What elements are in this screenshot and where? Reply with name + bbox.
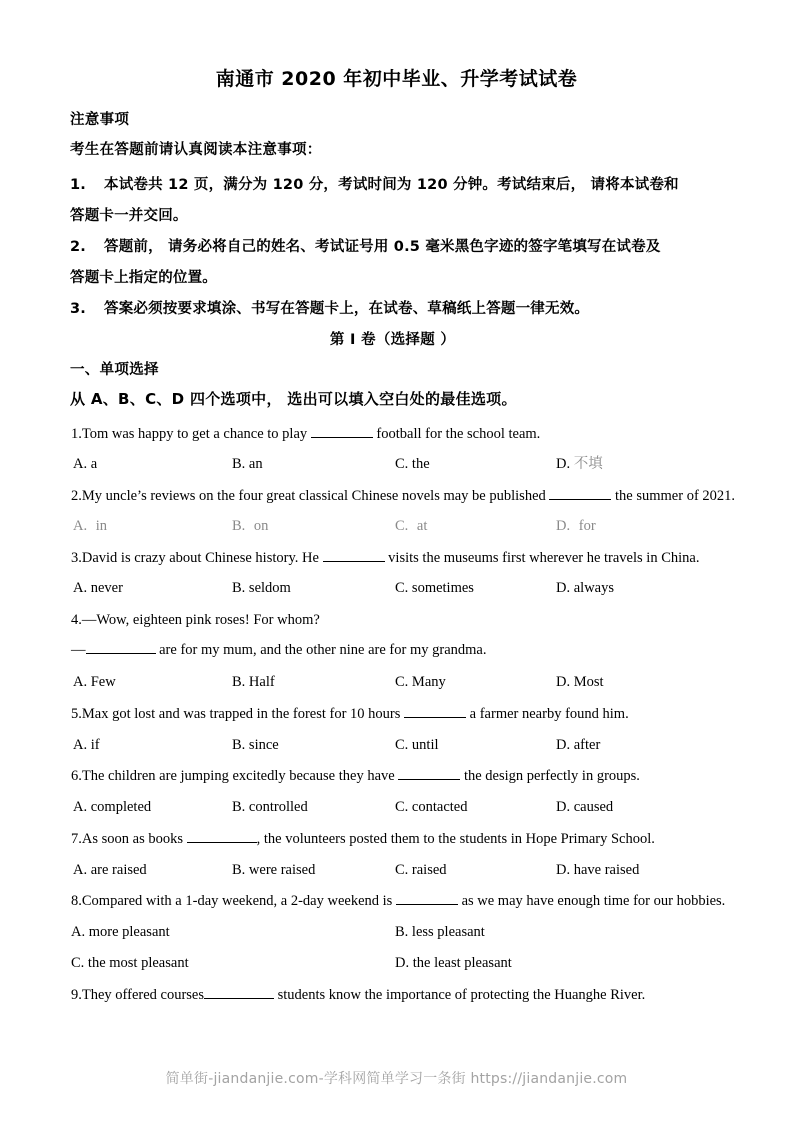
question-6-stem-after: the design perfectly in groups. [463,768,640,784]
question-1-option-d[interactable]: D. 不填 [556,456,603,472]
notice-item-3 [70,294,725,325]
question-4-number: 4. [71,612,82,628]
question-2-option-b[interactable]: B. on [232,518,269,534]
question-4-option-c[interactable]: C. Many [395,674,446,690]
question-5-option-d[interactable]: D. after [556,737,601,753]
notice-item-1-number: 1. [70,177,86,193]
question-3-options [0,578,793,598]
question-3-blank [323,561,385,562]
question-8-option-c[interactable]: C. the most pleasant [71,955,189,971]
question-3-number: 3. [71,550,82,566]
question-7-stem-before: As soon as books [81,831,183,847]
volume-header: 第 I 卷（选择题 ） [329,332,456,348]
question-6-blank [398,779,460,780]
notice-item-1-line2: 答题卡一并交回。 [70,208,188,224]
question-7-options [0,860,793,880]
question-7-stem [71,829,731,849]
notice-item-2-line2: 答题卡上指定的位置。 [70,270,217,286]
question-1-option-b[interactable]: B. an [232,456,263,472]
question-9-stem-before: They offered courses [81,987,204,1003]
question-1-options [0,454,793,474]
question-5-option-a[interactable]: A. if [73,737,100,753]
question-7-blank [187,842,257,843]
question-3-stem-after: visits the museums first wherever he travels in China. [388,550,700,566]
question-6-option-b[interactable]: B. controlled [232,799,308,815]
footer-watermark: 简单街-jiandanjie.com-学科网简单学习一条街 https://jiandanjie.com [165,1071,628,1087]
question-4-options [0,672,793,692]
notice-subheading: 考生在答题前请认真阅读本注意事项： [70,142,322,158]
question-1-stem [71,424,731,444]
question-6-options [0,797,793,817]
question-2-stem-before: My uncle’s reviews on the four great classical Chinese novels may be published [81,488,546,504]
question-6-stem [71,766,731,786]
question-5-stem-after: a farmer nearby found him. [469,706,629,722]
question-9-stem [71,985,731,1005]
question-4-stem [71,610,731,630]
question-2-option-c[interactable]: C. at [395,518,428,534]
notice-item-2-number: 2. [70,239,86,255]
question-5-number: 5. [71,706,82,722]
question-4-continuation-after: are for my mum, and the other nine are for my grandma. [159,642,487,658]
notice-item-2-line1: 答题前， 请务必将自己的姓名、考试证号用 0.5 毫米黑色字迹的签字笔填写在试卷及 [104,239,661,255]
question-2-stem [71,486,736,506]
question-7-number: 7. [71,831,82,847]
notice-heading: 注意事项 [70,112,130,128]
question-6-option-a[interactable]: A. completed [73,799,152,815]
question-3-stem [71,548,731,568]
question-5-blank [404,717,466,718]
question-1-option-c[interactable]: C. the [395,456,430,472]
question-2-option-a[interactable]: A. in [73,518,108,534]
question-2-stem-after: the summer of 2021. [615,488,736,504]
question-2-options [0,516,793,536]
notice-item-1 [70,170,725,232]
question-8-stem-before: Compared with a 1-day weekend, a 2-day weekend is [81,893,393,909]
question-4-option-a[interactable]: A. Few [73,674,116,690]
question-8-stem [71,891,731,911]
part-instruction: 从 A、B、C、D 四个选项中， 选出可以填入空白处的最佳选项。 [70,390,517,408]
question-5-options [0,735,793,755]
question-7-option-a[interactable]: A. are raised [73,862,147,878]
question-8-number: 8. [71,893,82,909]
notice-item-2 [70,232,725,294]
question-6-stem-before: The children are jumping excitedly because they have [81,768,395,784]
question-3-option-a[interactable]: A. never [73,580,123,596]
question-9-stem-after: students know the importance of protecting the Huanghe River. [277,987,646,1003]
question-8-stem-after: as we may have enough time for our hobbies. [461,893,726,909]
question-7-option-b[interactable]: B. were raised [232,862,316,878]
question-8-option-d[interactable]: D. the least pleasant [395,955,512,971]
question-8-blank [396,904,458,905]
question-9-blank [204,998,274,999]
question-5-stem [71,704,731,724]
question-4-stem-continuation [71,640,731,660]
question-9-number: 9. [71,987,82,1003]
notice-item-3-line1: 答案必须按要求填涂、书写在答题卡上，在试卷、草稿纸上答题一律无效。 [104,301,590,317]
question-2-number: 2. [71,488,82,504]
question-1-stem-after: football for the school team. [376,426,541,442]
question-4-stem-before: —Wow, eighteen pink roses! For whom? [81,612,320,628]
question-5-option-c[interactable]: C. until [395,737,439,753]
question-2-blank [549,499,611,500]
question-1-option-a[interactable]: A. a [73,456,98,472]
question-4-option-d[interactable]: D. Most [556,674,604,690]
question-1-blank [311,437,373,438]
question-7-option-d[interactable]: D. have raised [556,862,640,878]
question-4-option-b[interactable]: B. Half [232,674,275,690]
question-4-dash: — [71,642,86,658]
question-5-option-b[interactable]: B. since [232,737,279,753]
question-3-stem-before: David is crazy about Chinese history. He [81,550,319,566]
question-3-option-b[interactable]: B. seldom [232,580,291,596]
question-3-option-c[interactable]: C. sometimes [395,580,474,596]
question-6-number: 6. [71,768,82,784]
question-8-options-row-2 [0,953,793,973]
question-6-option-d[interactable]: D. caused [556,799,614,815]
page-title: 南通市 2020 年初中毕业、升学考试试卷 [215,68,578,90]
question-7-option-c[interactable]: C. raised [395,862,447,878]
part-title: 一、单项选择 [70,362,159,378]
question-1-number: 1. [71,426,82,442]
question-4-blank [86,653,156,654]
question-8-options-row-1 [0,922,793,942]
question-8-option-b[interactable]: B. less pleasant [395,924,485,940]
question-3-option-d[interactable]: D. always [556,580,614,596]
question-6-option-c[interactable]: C. contacted [395,799,468,815]
question-8-option-a[interactable]: A. more pleasant [71,924,170,940]
question-5-stem-before: Max got lost and was trapped in the forest for 10 hours [81,706,401,722]
notice-item-3-number: 3. [70,301,86,317]
question-7-stem-after: , the volunteers posted them to the students in Hope Primary School. [256,831,655,847]
question-2-option-d[interactable]: D. for [556,518,596,534]
question-1-stem-before: Tom was happy to get a chance to play [81,426,308,442]
notice-item-1-line1: 本试卷共 12 页，满分为 120 分，考试时间为 120 分钟。考试结束后， 请将本试卷和 [104,177,679,193]
